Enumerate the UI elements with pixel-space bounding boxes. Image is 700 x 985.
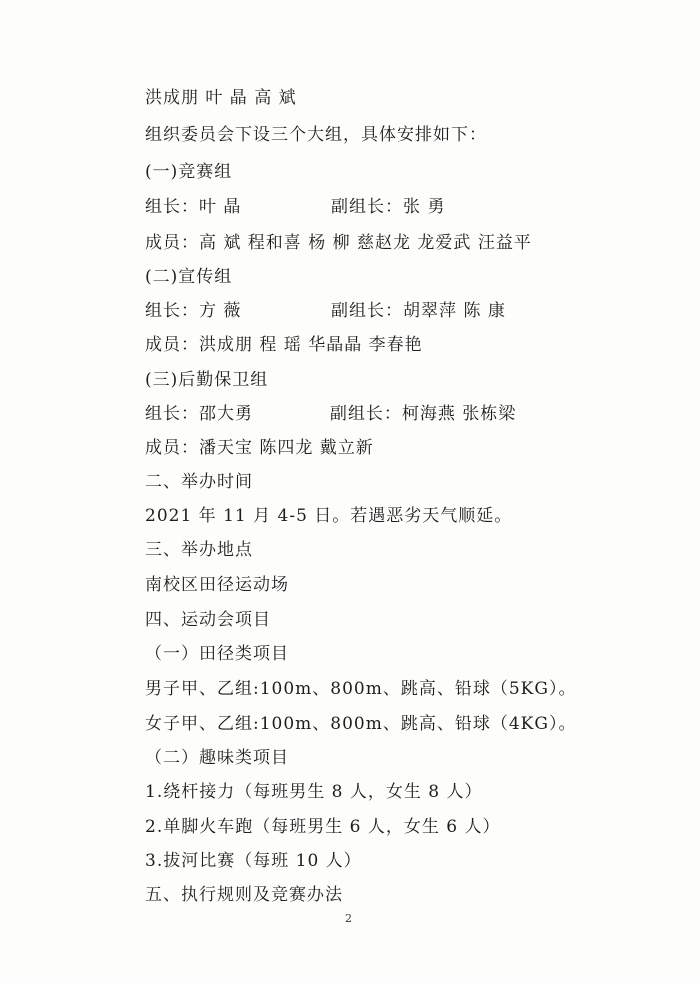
text-line-intro: 组织委员会下设三个大组，具体安排如下： (145, 125, 487, 145)
subheading-fun-events: （二）趣味类项目 (145, 748, 289, 768)
page-number: 2 (345, 912, 352, 925)
text-line-women-events: 女子甲、乙组:100m、800m、跳高、铅球（4KG）。 (145, 714, 577, 734)
section-heading-logistics-group: (三)后勤保卫组 (145, 370, 269, 390)
text-line-logistics-leaders: 组长：邵大勇 副组长：柯海燕 张栋梁 (145, 404, 517, 424)
text-line-publicity-leaders: 组长：方 薇 副组长：胡翠萍 陈 康 (145, 301, 506, 321)
text-line-fun-event-1: 1.绕杆接力（每班男生 8 人，女生 8 人） (145, 782, 483, 802)
section-heading-publicity-group: (二)宣传组 (145, 267, 233, 287)
section-heading-time: 二、举办时间 (145, 472, 253, 492)
text-line-date: 2021 年 11 月 4-5 日。若遇恶劣天气顺延。 (145, 506, 513, 526)
text-line-committee-members: 洪成朋 叶 晶 高 斌 (145, 88, 297, 108)
text-line-fun-event-2: 2.单脚火车跑（每班男生 6 人，女生 6 人） (145, 817, 501, 837)
text-line-fun-event-3: 3.拔河比赛（每班 10 人） (145, 851, 362, 871)
text-line-publicity-members: 成员：洪成朋 程 瑶 华晶晶 李春艳 (145, 335, 423, 355)
text-line-venue: 南校区田径运动场 (145, 575, 289, 595)
text-line-logistics-members: 成员：潘天宝 陈四龙 戴立新 (145, 438, 374, 458)
text-line-competition-leaders: 组长：叶 晶 副组长：张 勇 (145, 197, 446, 217)
text-line-men-events: 男子甲、乙组:100m、800m、跳高、铅球（5KG）。 (145, 679, 577, 699)
text-line-competition-members: 成员：高 斌 程和喜 杨 柳 慈赵龙 龙爱武 汪益平 (145, 233, 532, 253)
section-heading-events: 四、运动会项目 (145, 610, 271, 630)
section-heading-venue: 三、举办地点 (145, 540, 253, 560)
section-heading-rules: 五、执行规则及竞赛办法 (145, 885, 343, 905)
subheading-track-field: （一）田径类项目 (145, 644, 289, 664)
section-heading-competition-group: (一)竞赛组 (145, 162, 233, 182)
